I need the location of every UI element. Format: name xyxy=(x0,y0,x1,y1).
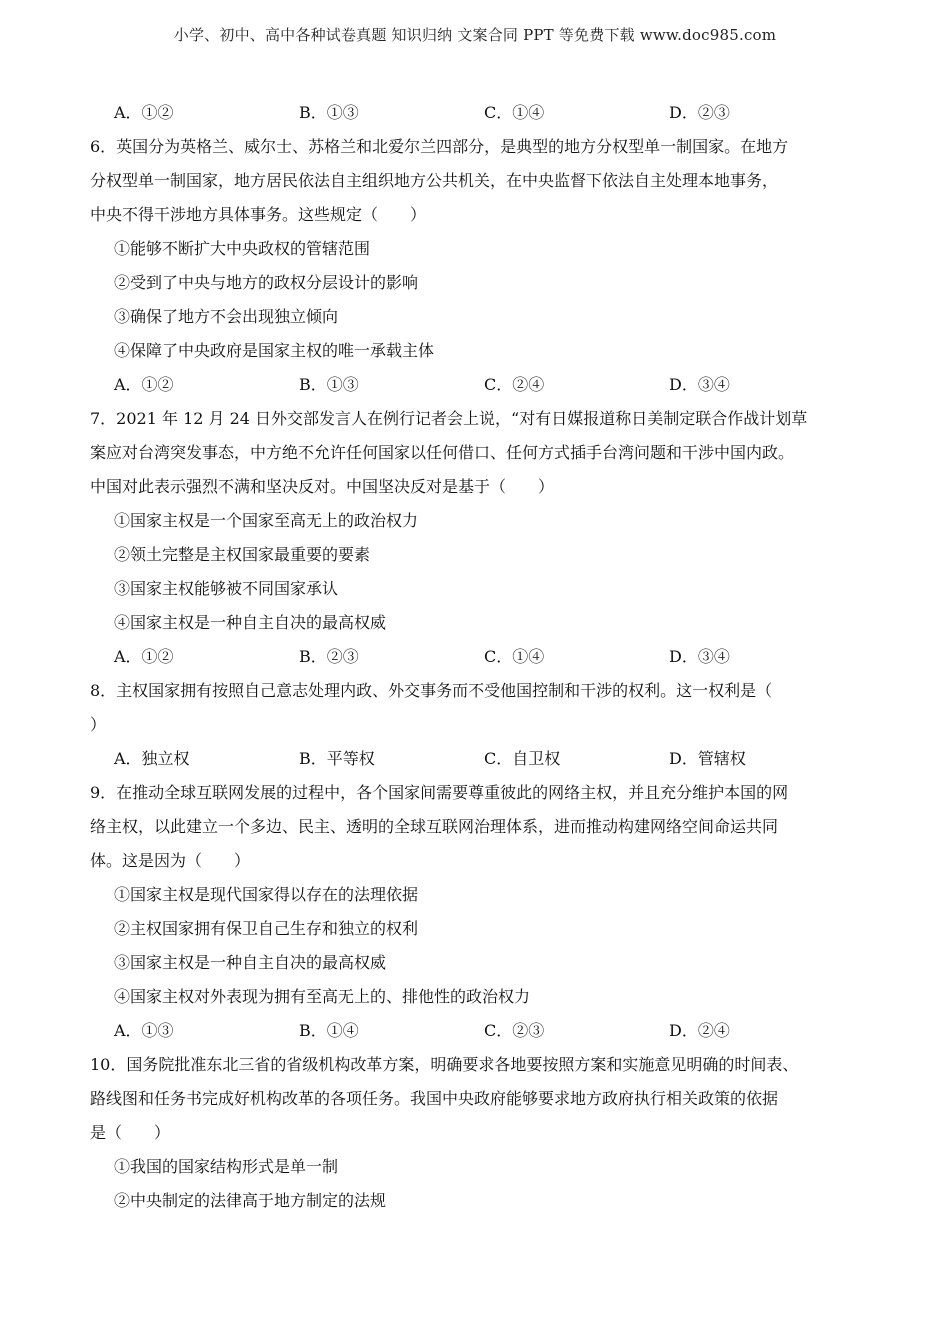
q5-choice-c[interactable]: C．①④ xyxy=(484,103,545,122)
q5-choices xyxy=(90,96,870,130)
q10-stem-line: 路线图和任务书完成好机构改革的各项任务。我国中央政府能够要求地方政府执行相关政策的依据 xyxy=(90,1089,779,1108)
q6-stem-line: 6．英国分为英格兰、威尔士、苏格兰和北爱尔兰四部分，是典型的地方分权型单一制国家。在地方 xyxy=(90,137,789,156)
q9-choice-c[interactable]: C．②③ xyxy=(484,1021,545,1040)
q7-choice-a[interactable]: A．①② xyxy=(114,647,174,666)
q7-choice-c[interactable]: C．①④ xyxy=(484,647,545,666)
q6-option-1: ①能够不断扩大中央政权的管辖范围 xyxy=(114,239,371,258)
q8-stem-line: 8．主权国家拥有按照自己意志处理内政、外交事务而不受他国控制和干涉的权利。这一权利是（ xyxy=(90,681,773,700)
q5-choice-d[interactable]: D．②③ xyxy=(669,103,730,122)
question-6 xyxy=(90,130,870,402)
q6-stem-line: 中央不得干涉地方具体事务。这些规定（ ） xyxy=(90,205,427,224)
q7-option-2: ②领土完整是主权国家最重要的要素 xyxy=(114,545,371,564)
q8-choice-c[interactable]: C．自卫权 xyxy=(484,749,561,768)
question-8 xyxy=(90,674,870,776)
q7-option-4: ④国家主权是一种自主自决的最高权威 xyxy=(114,613,387,632)
q6-choice-b[interactable]: B．①③ xyxy=(299,375,359,394)
q8-choice-a[interactable]: A．独立权 xyxy=(114,749,190,768)
q9-stem-line: 络主权，以此建立一个多边、民主、透明的全球互联网治理体系，进而推动构建网络空间命运共同 xyxy=(90,817,779,836)
q8-choice-b[interactable]: B．平等权 xyxy=(299,749,375,768)
q9-option-2: ②主权国家拥有保卫自己生存和独立的权利 xyxy=(114,919,419,938)
q9-choices xyxy=(90,1014,870,1048)
q8-stem-line: ） xyxy=(90,715,107,734)
q7-choice-b[interactable]: B．②③ xyxy=(299,647,359,666)
q9-stem-line: 9．在推动全球互联网发展的过程中，各个国家间需要尊重彼此的网络主权，并且充分维护本国的网 xyxy=(90,783,789,802)
q6-choice-c[interactable]: C．②④ xyxy=(484,375,545,394)
question-9 xyxy=(90,776,870,1048)
q6-stem-line: 分权型单一制国家，地方居民依法自主组织地方公共机关，在中央监督下依法自主处理本地事务， xyxy=(90,171,779,190)
q6-option-4: ④保障了中央政府是国家主权的唯一承载主体 xyxy=(114,341,435,360)
q5-choice-b[interactable]: B．①③ xyxy=(299,103,359,122)
q7-stem-line: 7．2021 年 12 月 24 日外交部发言人在例行记者会上说，“对有日媒报道称日美制定联合作战计划草 xyxy=(90,409,808,428)
q10-option-2: ②中央制定的法律高于地方制定的法规 xyxy=(114,1191,387,1210)
q10-stem-line: 是（ ） xyxy=(90,1123,171,1142)
q7-option-3: ③国家主权能够被不同国家承认 xyxy=(114,579,339,598)
q9-choice-d[interactable]: D．②④ xyxy=(669,1021,730,1040)
question-10 xyxy=(90,1048,870,1218)
q7-stem-line: 中国对此表示强烈不满和坚决反对。中国坚决反对是基于（ ） xyxy=(90,477,555,496)
q5-choice-a[interactable]: A．①② xyxy=(114,103,174,122)
q7-stem-line: 案应对台湾突发事态，中方绝不允许任何国家以任何借口、任何方式插手台湾问题和干涉中国内政。 xyxy=(90,443,795,462)
q7-choice-d[interactable]: D．③④ xyxy=(669,647,730,666)
q6-choice-d[interactable]: D．③④ xyxy=(669,375,730,394)
q6-option-2: ②受到了中央与地方的政权分层设计的影响 xyxy=(114,273,419,292)
q10-option-1: ①我国的国家结构形式是单一制 xyxy=(114,1157,339,1176)
q6-option-3: ③确保了地方不会出现独立倾向 xyxy=(114,307,339,326)
q8-choices xyxy=(90,742,870,776)
q9-choice-b[interactable]: B．①④ xyxy=(299,1021,359,1040)
question-list xyxy=(90,96,870,1218)
question-7 xyxy=(90,402,870,674)
page-header: 小学、初中、高中各种试卷真题 知识归纳 文案合同 PPT 等免费下载 www.doc985.com xyxy=(173,26,777,44)
q9-option-3: ③国家主权是一种自主自决的最高权威 xyxy=(114,953,387,972)
q9-option-1: ①国家主权是现代国家得以存在的法理依据 xyxy=(114,885,419,904)
q9-stem-line: 体。这是因为（ ） xyxy=(90,851,251,870)
q6-choices xyxy=(90,368,870,402)
q9-choice-a[interactable]: A．①③ xyxy=(114,1021,174,1040)
q8-choice-d[interactable]: D．管辖权 xyxy=(669,749,746,768)
q7-choices xyxy=(90,640,870,674)
q6-choice-a[interactable]: A．①② xyxy=(114,375,174,394)
q10-stem-line: 10．国务院批准东北三省的省级机构改革方案，明确要求各地要按照方案和实施意见明确的时间表、 xyxy=(90,1055,799,1074)
q7-option-1: ①国家主权是一个国家至高无上的政治权力 xyxy=(114,511,419,530)
q9-option-4: ④国家主权对外表现为拥有至高无上的、排他性的政治权力 xyxy=(114,987,531,1006)
